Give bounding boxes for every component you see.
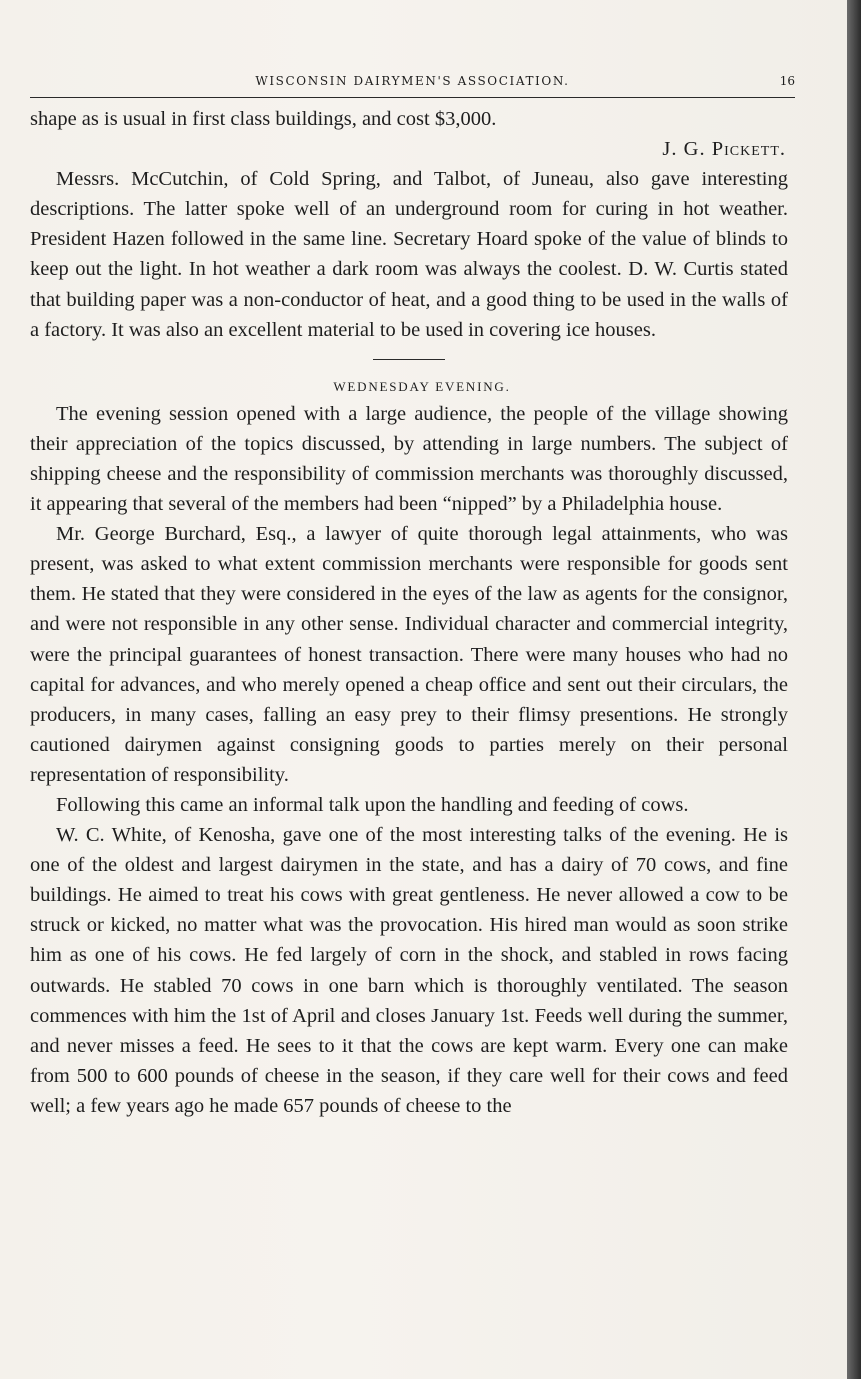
section-heading: WEDNESDAY EVENING. [333, 378, 511, 394]
paragraph: Following this came an informal talk upon the handling and feeding of cows. [56, 793, 689, 816]
header-rule [30, 97, 795, 98]
body-text [30, 104, 788, 1121]
signature: J. G. Pickett. [662, 138, 786, 161]
page-edge-shadow [847, 0, 861, 1379]
paragraph: The evening session opened with a large audience, the people of the village showing their appreciation of the topics discussed, by attending in large numbers. The subject of shipping cheese and the responsibility of commission merchants was thoroughly discussed, it appearing that several of the members had been “nipped” by a Philadelphia house. [30, 402, 788, 516]
paragraph: Mr. George Burchard, Esq., a lawyer of quite thorough legal attainments, who was present, was asked to what extent commission merchants were responsible for goods sent them. He stated that they were considered in the eyes of the law as agents for the consignor, and were not responsible in any other sense. Individual character and commercial integrity, were the principal guarantees of honest transaction. There were many houses who had no capital for advances, and who merely opened a cheap office and sent out their circulars, the producers, in many cases, falling an easy prey to their flimsy presentions. He strongly cautioned dairymen against consigning goods to parties merely on their personal representation of responsibility. [30, 523, 788, 786]
running-head-title: WISCONSIN DAIRYMEN'S ASSOCIATION. [255, 74, 570, 88]
running-head [30, 74, 795, 94]
page-number: 16 [779, 74, 795, 88]
paragraph-continuation: shape as is usual in first class buildings, and cost $3,000. [30, 108, 497, 130]
section-divider [373, 359, 445, 360]
paragraph: W. C. White, of Kenosha, gave one of the most interesting talks of the evening. He is one of the oldest and largest dairymen in the state, and has a dairy of 70 cows, and fine buildings. He aimed to treat his cows with great gentleness. He never allowed a cow to be struck or kicked, no matter what was the provocation. His hired man would as soon strike him as one of his cows. He fed largely of corn in the shock, and stabled in rows facing outwards. He stabled 70 cows in one barn which is thoroughly ventilated. The season commences with him the 1st of April and closes January 1st. Feeds well during the summer, and never misses a feed. He sees to it that the cows are kept warm. Every one can make from 500 to 600 pounds of cheese in the season, if they care well for their cows and feed well; a few years ago he made 657 pounds of cheese to the [30, 824, 788, 1117]
paragraph: Messrs. McCutchin, of Cold Spring, and Talbot, of Juneau, also gave interesting descriptions. The latter spoke well of an underground room for curing in hot weather. President Hazen followed in the same line. Secretary Hoard spoke of the value of blinds to keep out the light. In hot weather a dark room was always the coolest. D. W. Curtis stated that building paper was a non-conductor of heat, and a good thing to be used in the walls of a factory. It was also an excellent material to be used in covering ice houses. [30, 168, 788, 341]
